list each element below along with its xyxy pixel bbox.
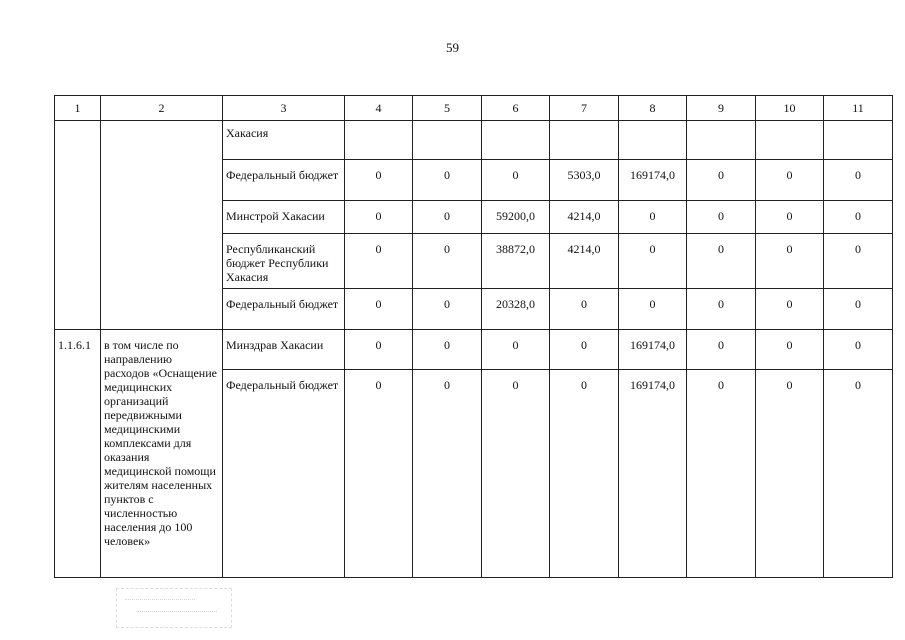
value-cell: 0 [687, 234, 756, 289]
value-cell: 0 [413, 370, 482, 578]
header-cell: 7 [550, 96, 619, 121]
value-cell: 0 [413, 330, 482, 370]
value-cell: 0 [550, 330, 619, 370]
value-cell: 20328,0 [482, 289, 550, 330]
value-cell: 0 [756, 201, 824, 234]
header-row [55, 96, 893, 121]
value-cell [345, 121, 413, 160]
value-cell: 5303,0 [550, 160, 619, 201]
desc-cell-empty [101, 121, 223, 330]
value-cell: 0 [345, 370, 413, 578]
value-cell: 0 [687, 160, 756, 201]
value-cell: 0 [345, 160, 413, 201]
header-cell: 11 [824, 96, 893, 121]
value-cell: 59200,0 [482, 201, 550, 234]
value-cell: 0 [756, 370, 824, 578]
source-cell: Минстрой Хакасии [223, 201, 345, 234]
value-cell: 0 [550, 289, 619, 330]
header-cell: 9 [687, 96, 756, 121]
value-cell: 0 [413, 201, 482, 234]
value-cell [619, 121, 687, 160]
value-cell: 0 [550, 370, 619, 578]
value-cell: 0 [482, 160, 550, 201]
value-cell: 0 [482, 330, 550, 370]
value-cell [482, 121, 550, 160]
value-cell: 0 [413, 234, 482, 289]
value-cell: 0 [756, 289, 824, 330]
value-cell: 0 [824, 201, 893, 234]
header-cell: 1 [55, 96, 101, 121]
value-cell: 169174,0 [619, 160, 687, 201]
table-row [55, 121, 893, 160]
header-cell: 5 [413, 96, 482, 121]
value-cell: 169174,0 [619, 330, 687, 370]
value-cell: 0 [824, 330, 893, 370]
value-cell: 169174,0 [619, 370, 687, 578]
value-cell [687, 121, 756, 160]
value-cell: 0 [619, 289, 687, 330]
value-cell: 0 [824, 370, 893, 578]
header-cell: 8 [619, 96, 687, 121]
code-cell: 1.1.6.1 [55, 330, 101, 578]
source-cell: Республиканский бюджет Республики Хакасия [223, 234, 345, 289]
value-cell: 0 [687, 289, 756, 330]
header-cell: 6 [482, 96, 550, 121]
source-cell: Федеральный бюджет [223, 160, 345, 201]
value-cell: 0 [687, 201, 756, 234]
code-cell-empty [55, 121, 101, 330]
source-cell: Федеральный бюджет [223, 289, 345, 330]
value-cell: 0 [619, 201, 687, 234]
value-cell: 0 [345, 201, 413, 234]
header-cell: 4 [345, 96, 413, 121]
table-row [55, 330, 893, 370]
value-cell: 0 [345, 234, 413, 289]
value-cell: 0 [345, 330, 413, 370]
value-cell: 0 [824, 234, 893, 289]
page-number: 59 [446, 40, 459, 55]
value-cell [824, 121, 893, 160]
faded-stamp [116, 588, 232, 628]
value-cell: 4214,0 [550, 234, 619, 289]
value-cell: 0 [345, 289, 413, 330]
value-cell: 0 [756, 160, 824, 201]
source-cell: Федеральный бюджет [223, 370, 345, 578]
value-cell: 4214,0 [550, 201, 619, 234]
value-cell: 0 [824, 160, 893, 201]
value-cell: 0 [756, 234, 824, 289]
value-cell: 0 [482, 370, 550, 578]
value-cell: 0 [413, 289, 482, 330]
header-cell: 3 [223, 96, 345, 121]
value-cell: 0 [619, 234, 687, 289]
value-cell: 0 [824, 289, 893, 330]
source-cell: Хакасия [223, 121, 345, 160]
value-cell: 0 [687, 370, 756, 578]
value-cell: 0 [756, 330, 824, 370]
value-cell [756, 121, 824, 160]
value-cell: 0 [687, 330, 756, 370]
value-cell: 0 [413, 160, 482, 201]
description-cell: в том числе по направлению расходов «Оснащение медицинских организаций передвижными медицинскими комплексами для оказания медицинской помощи жителям населенных пунктов с численностью населения до 100 человек» [101, 330, 223, 578]
header-cell: 10 [756, 96, 824, 121]
header-cell: 2 [101, 96, 223, 121]
value-cell: 38872,0 [482, 234, 550, 289]
budget-table [54, 95, 893, 578]
source-cell: Минздрав Хакасии [223, 330, 345, 370]
value-cell [413, 121, 482, 160]
value-cell [550, 121, 619, 160]
